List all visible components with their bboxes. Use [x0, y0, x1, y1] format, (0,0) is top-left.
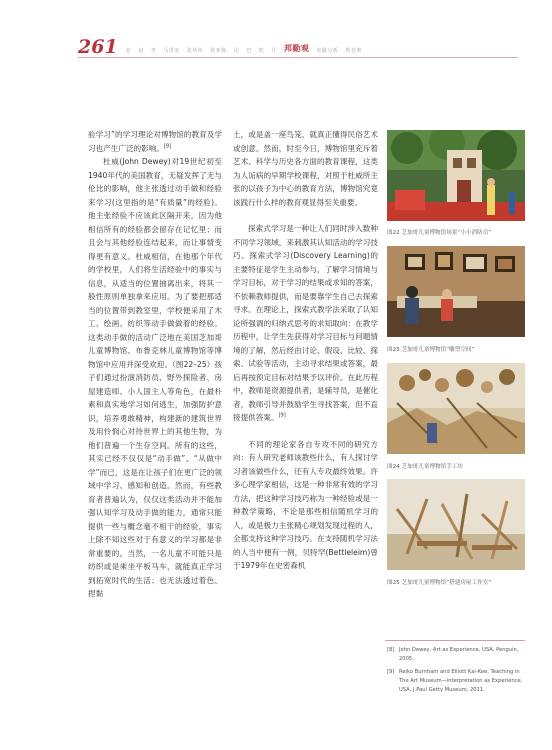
nav-item: 李: [150, 48, 157, 54]
header-rule: [78, 57, 518, 58]
footnote-number: [9]: [387, 669, 395, 675]
text-column-1: [88, 128, 222, 720]
nav-item: 张亚陈: [210, 48, 227, 54]
paragraph-text: 探索式学习是一种让人们同时涉入数种不同学习领域，来刺激其认知活动的学习技巧。探索式学习(Discovery Learning)的主要特征是学生主动参与，了解学习情境与学习目标，对于学习的结果或求知的答案，不依赖教师提供，而是要靠学生自己去探索寻求。在理论上，探索式教学法采取了认知论所强调的归纳式思考的求知取向：在教学历程中，让学生先获得对学习目标与问题情境的了解，然后经由讨论、假设、比较、探索、试验等活动，主动寻求结果或答案，最后再按预定目标对结果予以评价。在此历程中，教师是资源提供者，是辅导员，是催化者，教师引导并鼓励学生寻找答案，但不直接提供答案。: [233, 224, 378, 422]
nav-item: 室路分析: [316, 48, 339, 54]
footnote-item: [387, 646, 527, 664]
footnote-ref[interactable]: [9]: [163, 142, 172, 149]
nav-item: 安: [125, 48, 132, 54]
paragraph: [88, 128, 222, 155]
figure-23-caption: 图23 芝加哥儿童博物馆“雕塑空间”: [387, 347, 475, 353]
nav-item: 马里安: [163, 48, 180, 54]
footnote-ref[interactable]: [9]: [278, 412, 286, 419]
nav-item: 邦勤观: [283, 44, 310, 53]
footnotes: [387, 646, 527, 699]
footnote-number: [8]: [387, 647, 395, 653]
paragraph-text: 验学习”的学习理论对博物馆的教育及学习也产生广泛的影响。: [88, 130, 222, 153]
figure-22-caption: 图22 芝加哥儿童博物馆场景“小小消防员”: [387, 230, 492, 236]
figure-25-photo: [387, 479, 525, 570]
paragraph-text: 不同的理论家各自专攻不同的研究方向：有人研究老师该教些什么，有人探讨学习者该做些什么，还有人专攻最终效果。许多心理学家相信，这是一种非常有效的学习方法，把这种学习技巧称为一种经验或是一种教学策略，不论是那些相信随机学习的人，或是极力主张精心规划发现过程的人，全都支持这种学习技巧。在支持随机学习法的人当中便有一例，贝特罕(Bettleleim)曾于1979年在史密森机: [233, 439, 378, 570]
paragraph-text: 土，或是盖一座鸟笼，就真正懂得民俗艺术或创意。然而，时至今日，博物馆里充斥着艺术、科学与历史各方面的教育课程，这类为人诟病的早期学校课程，对照于杜威所主张的以孩子为中心的教育方法，博物馆究竟该践行什么样的教育观显得至关重要。: [233, 130, 378, 207]
paragraph: [233, 438, 378, 573]
paragraph: [233, 128, 378, 209]
footnote-text: John Dewey, Art as Experience, USA, Penguin, 2005.: [399, 647, 519, 662]
footnote-item: [387, 668, 527, 695]
nav-item: 巴: [246, 48, 252, 54]
figure-23-photo: [387, 246, 525, 337]
text-column-2: [233, 128, 378, 720]
page-number: 261: [78, 36, 118, 58]
nav-item: 论: [233, 48, 240, 54]
paragraph: [233, 222, 378, 425]
nav-item: 汗: [271, 48, 277, 54]
nav-item: 埃巻架: [345, 48, 362, 54]
figure-24-caption: 图24 芝加哥儿童博物馆手工坊: [387, 464, 464, 470]
figure-24-photo: [387, 363, 525, 454]
footnote-text: Reiko Burnham and Elliott Kai-Kee, Teaching in The Art Museum—interpretation as Experience, USA, J.Paul Getty Museum, 2011.: [399, 669, 523, 693]
paragraph-text: 杜威(John Dewey)对19世纪初至1940年代的美国教育，无疑发挥了无与伦比的影响，他主张透过动手做和经验来学习(这里指的是“有质量”的经验)。他主张经验不应该此区隔开来，因为他相信所有的经验都会留存在记忆里；而且会与其他经验连结起来，而让事情变得更有意义。杜威相信，在他那个年代的学校里，人们将生活经验中的事实与信息，从适当的位置抽离出来，将其一般性原则单独拿来应用。为了要把那适当的位置带到教室里，学校便采用了木工、绘画、纺织等动手做做着的经验。这类动手做的活动广泛地在美国芝加哥儿童博物馆、布鲁克林儿童博物馆等博物馆中应用并深受欢迎。（图22–25）孩子们通过扮演消防员、野外探险者、房屋建造师、小人国主人等角色，在最朴素和真实地学习如何逃生，加强防护意识，培养勇敢精神，构建新的建筑世界及用怜悯心对待世界上的其他生物，为他们普遍一个生存空间。所有的这些，其实已经不仅仅是“动手做”、“从做中学”而已，这是在让孩子们在更广泛的领域中学习、感知和创造。然而，有些教育者普遍认为，仅仅这类活动并不能加强认知学习及动手做的能力，通常只能提供一些与概念毫不相干的经验，事实上除不知这些对于有意义的学习都是非常重要的。当然，一名儿童不可能只是纺织或是乘坐平板马车，就能真正学习到拓宽时代的生活；也无法透过着色、捏黏: [88, 157, 222, 598]
figure-22-photo: [387, 130, 525, 221]
nav-item: 张华珍: [186, 48, 204, 54]
footnote-rule: [385, 640, 525, 641]
paragraph: [88, 155, 222, 601]
nav-item: 叔: [138, 48, 144, 54]
running-header-nav: [126, 43, 362, 56]
nav-item: 吃: [258, 48, 265, 54]
figure-25-caption: 图25 芝加哥儿童博物馆“搭建房屋工作室”: [387, 580, 492, 586]
page-header: [78, 36, 518, 56]
